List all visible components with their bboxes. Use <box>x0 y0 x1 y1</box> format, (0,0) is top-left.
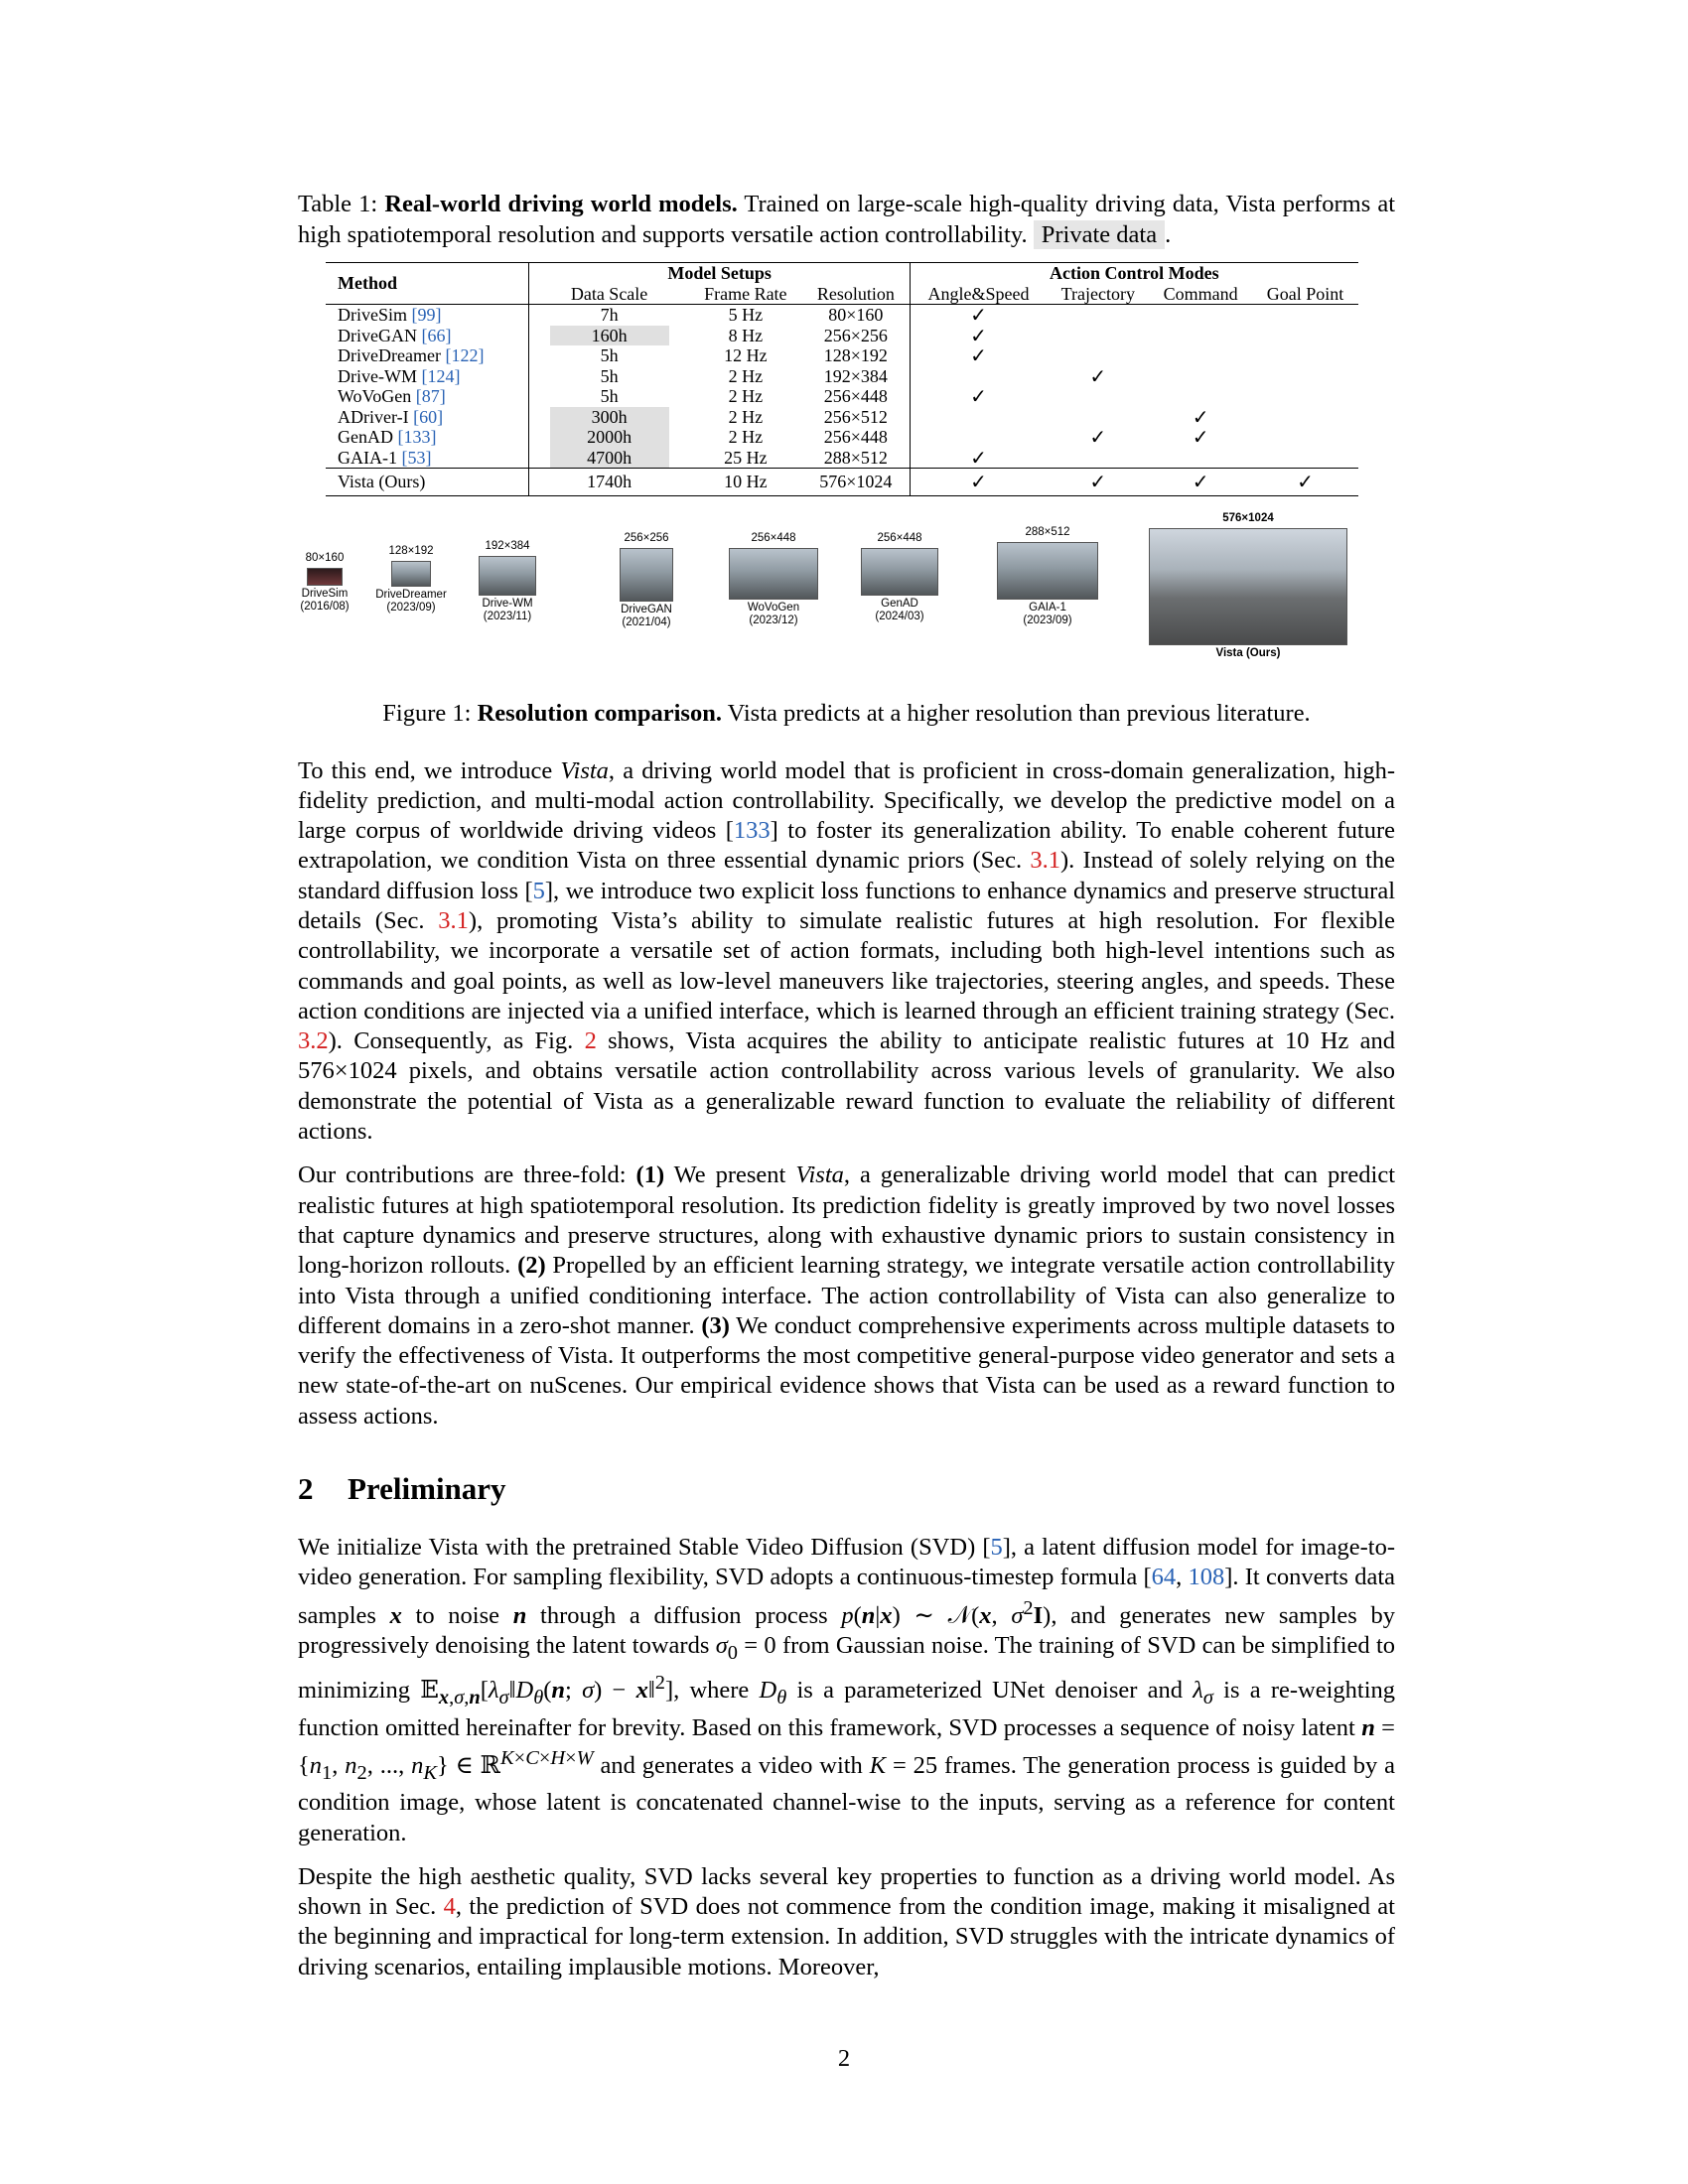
scene-image <box>997 542 1098 600</box>
scene-image <box>620 548 673 602</box>
table-row: DriveSim [99] 7h 5 Hz 80×160 ✓ <box>326 305 1358 326</box>
table-row-ours: Vista (Ours) 1740h 10 Hz 576×1024 ✓ ✓ ✓ ✓ <box>326 469 1358 496</box>
scene-image <box>307 568 343 586</box>
figure-thumbnail: 256×448 WoVoGen (2023/12) <box>710 532 837 627</box>
scene-image <box>729 548 818 600</box>
page-number: 2 <box>837 2045 851 2072</box>
figure-thumbnail: 256×256 DriveGAN (2021/04) <box>621 531 672 628</box>
col-header: Data Scale <box>529 284 689 305</box>
resolution-figure <box>298 510 1395 697</box>
figure-thumbnail: 128×192 DriveDreamer (2023/09) <box>375 544 447 614</box>
table-caption: Table 1: Real-world driving world models. Trained on large-scale high-quality driving data, Vista performs at high spatiotemporal resolution and supports versatile action controllability. Private data . <box>298 191 1395 248</box>
table-row: GAIA-1 [53] 4700h 25 Hz 288×512 ✓ <box>326 448 1358 469</box>
figure-thumbnail: 192×384 Drive-WM (2023/11) <box>460 540 555 623</box>
figure-caption: Figure 1: Resolution comparison. Vista predicts at a higher resolution than previous literature. <box>382 699 1311 727</box>
action-control-header: Action Control Modes <box>910 263 1358 284</box>
paragraph: Our contributions are three-fold: (1) We present Vista, a generalizable driving world model that can predict realistic futures at high spatiotemporal resolution. Its prediction fidelity is greatly improved by two novel losses that capture dynamics and preserve structures, along with exhaustive dynamic priors to sustain consistency in long-horizon rollouts. (2) Propelled by an efficient learning strategy, we integrate versatile action controllability into Vista through a unified conditioning interface. The action controllability of Vista can also generalize to different domains in a zero-shot manner. (3) We conduct comprehensive experiments across multiple datasets to verify the effectiveness of Vista. It outperforms the most competitive general-purpose video generator and sets a new state-of-the-art on nuScenes. Our empirical evidence shows that Vista can be used as a reward function to assess actions. <box>298 1161 1396 1430</box>
page-content <box>298 189 1395 1982</box>
table-row: WoVoGen [87] 5h 2 Hz 256×448 ✓ <box>326 386 1358 407</box>
figure-thumbnail: 576×1024 Vista (Ours) <box>1130 512 1366 660</box>
paragraph: We initialize Vista with the pretrained Stable Video Diffusion (SVD) [5], a latent diffusion model for image-to-video generation. For sampling flexibility, SVD adopts a continuous-timestep formula [64, 108]. It converts data samples x to noise n through a diffusion process p(n|x) ∼ 𝒩(x, $\sigma^2I$), and generates new samples by progressively denoising the latent towards $\sigma_0 = 0$ from Gaussian noise. The training of SVD can be simplified to minimizing $𝔼_{x,\sigma,n}[\lambda_\sigma‖D_\theta(n$; σ) − x‖$^2$], where $D_\theta$ is a parameterized UNet denoiser and $\lambda_\sigma$ is a re-weighting function omitted hereinafter for brevity. Based on this framework, SVD processes a sequence of noisy latent $n = \{n_1$, $n_2$, ..., $n_K$} ∈ ℝ$^{K\times C\times H\times W}$ and generates a video with K = 25 frames. The generation process is guided by a condition image, whose latent is concatenated channel-wise to the inputs, serving as a reference for content generation. <box>298 1534 1396 1846</box>
scene-image <box>391 561 431 587</box>
method-header: Method <box>326 263 529 305</box>
paragraph: To this end, we introduce Vista, a driving world model that is proficient in cross-domain generalization, high-fidelity prediction, and multi-modal action controllability. Specifically, we develop the predictive model on a large corpus of worldwide driving videos [133] to foster its generalization ability. To enable coherent future extrapolation, we condition Vista on three essential dynamic priors (Sec. 3.1). Instead of solely relying on the standard diffusion loss [5], we introduce two explicit loss functions to enhance dynamics and preserve structural details (Sec. 3.1), promoting Vista’s ability to simulate realistic futures at high resolution. For flexible controllability, we incorporate a versatile set of action formats, including both high-level intentions such as commands and goal points, as well as low-level maneuvers like trajectories, steering angles, and speeds. These action conditions are injected via a unified interface, which is learned through an efficient training strategy (Sec. 3.2). Consequently, as Fig. 2 shows, Vista acquires the ability to anticipate realistic futures at 10 Hz and 576×1024 pixels, and obtains versatile action controllability across various levels of granularity. We also demonstrate the potential of Vista as a generalizable reward function to evaluate the reliability of different actions. <box>298 756 1396 1146</box>
scene-image <box>479 556 536 596</box>
scene-image <box>1149 528 1347 645</box>
private-data-tag: Private data <box>1034 220 1165 249</box>
col-header: Trajectory <box>1060 283 1135 304</box>
comparison-table <box>326 262 1358 496</box>
col-header: Angle&Speed <box>910 284 1047 305</box>
model-setups-header: Model Setups <box>529 263 910 284</box>
col-header: Frame Rate <box>704 283 787 304</box>
table-caption-title: Real-world driving world models. <box>384 191 738 217</box>
figure-thumbnail: 256×448 GenAD (2024/03) <box>842 532 957 623</box>
table-row: GenAD [133] 2000h 2 Hz 256×448 ✓ ✓ <box>338 425 1209 449</box>
paragraph: Despite the high aesthetic quality, SVD lacks several key properties to function as a driving world model. As shown in Sec. 4, the prediction of SVD does not commence from the condition image, making it misaligned at the beginning and impractical for long-term extension. In addition, SVD struggles with the intricate dynamics of driving scenarios, entailing implausible motions. Moreover, <box>298 1862 1395 1980</box>
table-row: DriveDreamer [122] 5h 12 Hz 128×192 ✓ <box>326 345 1358 366</box>
table-row: ADriver-I [60] 300h 2 Hz 256×512 ✓ <box>338 404 1209 429</box>
col-header: Command <box>1163 283 1238 304</box>
col-header: Goal Point <box>1266 283 1344 304</box>
table-row: Drive-WM [124] 5h 2 Hz 192×384 ✓ <box>338 363 1107 388</box>
col-header: Resolution <box>816 283 895 304</box>
scene-image <box>861 548 938 596</box>
figure-thumbnail: 288×512 GAIA-1 (2023/09) <box>978 526 1117 627</box>
table-row: DriveGAN [66] 160h 8 Hz 256×256 ✓ <box>326 326 1358 346</box>
section-heading: 2 Preliminary <box>298 1471 506 1507</box>
figure-thumbnail: 80×160 DriveSim (2016/08) <box>300 551 350 613</box>
